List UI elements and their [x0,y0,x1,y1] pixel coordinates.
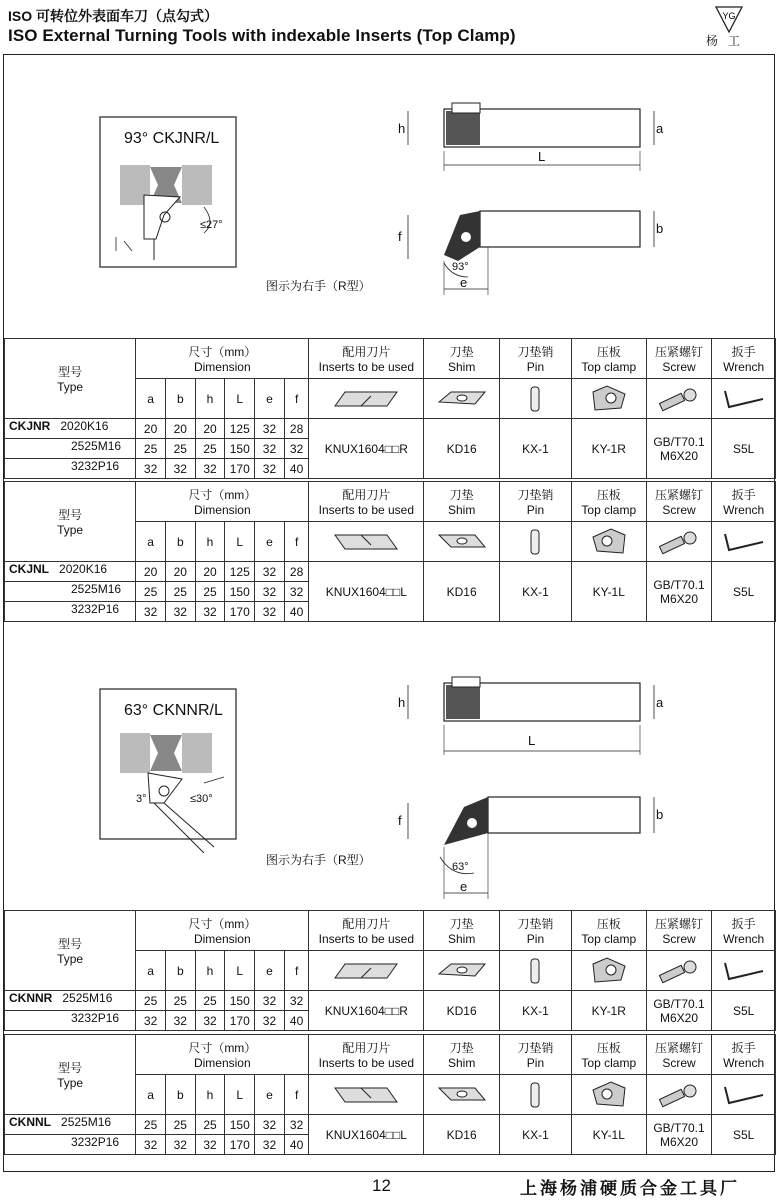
wrench-header: 扳手 Wrench [712,911,776,951]
model-cell: 3232P16 [5,1135,136,1155]
val-L: 170 [225,459,255,479]
spec-table-ckjnl [4,481,776,622]
dim-h: h [195,951,225,991]
dim-header: 尺寸（mm） Dimension [136,339,309,379]
model-cell: 2525M16 [5,439,136,459]
section2-dim-e: e [460,879,468,894]
dim-b: b [165,522,195,562]
val-a: 25 [136,991,166,1011]
page-title-en: ISO External Turning Tools with indexable Inserts (Top Clamp) [8,26,516,45]
clamp-header: 压板 Top clamp [571,339,646,379]
dim-b: b [165,1075,195,1115]
insert-icon [309,1075,424,1115]
model-cell: 2525M16 [5,582,136,602]
shim-icon [424,1075,500,1115]
val-b: 20 [165,562,195,582]
section1-angle-label: ≤27° [200,219,223,231]
section1-drawings [4,55,776,338]
val-f: 32 [284,582,309,602]
dim-a: a [136,379,166,419]
shim-header: 刀垫 Shim [424,339,500,379]
val-e: 32 [255,1011,285,1031]
section2-dim-L: L [528,733,536,748]
logo-subtitle: 杨工 [706,34,751,48]
dim-h: h [195,379,225,419]
shim-header: 刀垫 Shim [424,482,500,522]
wrench-header: 扳手 Wrench [712,1035,776,1075]
shim-icon [424,379,500,419]
shim-value: KD16 [424,991,500,1031]
clamp-icon [571,522,646,562]
val-h: 20 [195,562,225,582]
val-a: 32 [136,1011,166,1031]
screw-value: GB/T70.1 M6X20 [646,991,712,1031]
model-cell: CKNNL 2525M16 [5,1115,136,1135]
clamp-value: KY-1L [571,562,646,622]
pin-icon [500,1075,572,1115]
section1-dim-L: L [538,149,546,164]
screw-icon [646,379,712,419]
insert-icon [309,522,424,562]
val-f: 28 [284,419,309,439]
section2-dim-a: a [656,695,664,710]
wrench-header: 扳手 Wrench [712,339,776,379]
wrench-icon [712,1075,776,1115]
val-b: 25 [165,991,195,1011]
val-f: 40 [284,459,309,479]
pin-value: KX-1 [500,1115,572,1155]
pin-value: KX-1 [500,562,572,622]
val-h: 32 [195,1011,225,1031]
dim-a: a [136,522,166,562]
val-a: 32 [136,1135,166,1155]
val-L: 150 [225,582,255,602]
val-b: 32 [165,1135,195,1155]
clamp-icon [571,1075,646,1115]
pin-icon [500,522,572,562]
type-header: 型号 Type [5,339,136,419]
val-b: 20 [165,419,195,439]
dim-e: e [255,522,285,562]
screw-value: GB/T70.1 M6X20 [646,562,712,622]
shim-icon [424,522,500,562]
val-e: 32 [255,582,285,602]
insert-value: KNUX1604□□L [309,1115,424,1155]
pin-value: KX-1 [500,991,572,1031]
clamp-icon [571,951,646,991]
section2-caption: 图示为右手（R型） [266,853,371,867]
section1-title: 93° CKJNR/L [124,130,220,147]
section2-angle-label: ≤30° [190,793,213,805]
company-logo [714,4,744,34]
section2-dim-f: f [398,813,402,828]
val-h: 25 [195,439,225,459]
clamp-icon [571,379,646,419]
section1-dim-h: h [398,121,406,136]
insert-value: KNUX1604□□L [309,562,424,622]
pin-header: 刀垫销 Pin [500,482,572,522]
dim-a: a [136,1075,166,1115]
section2-drawings [4,627,776,910]
section1-angle-dim: 93° [452,261,469,273]
pin-header: 刀垫销 Pin [500,1035,572,1075]
wrench-value: S5L [712,1115,776,1155]
dim-e: e [255,951,285,991]
pin-header: 刀垫销 Pin [500,911,572,951]
section1-dim-a: a [656,121,664,136]
section1-caption: 图示为右手（R型） [266,279,371,293]
type-header: 型号 Type [5,482,136,562]
screw-header: 压紧螺钉 Screw [646,911,712,951]
val-f: 40 [284,1011,309,1031]
pin-header: 刀垫销 Pin [500,339,572,379]
page-title-cn: ISO 可转位外表面车刀（点勾式） [8,8,219,24]
section1-dim-e: e [460,275,468,290]
section2-dim-h: h [398,695,406,710]
insert-value: KNUX1604□□R [309,991,424,1031]
val-L: 150 [225,1115,255,1135]
section2-dim-b: b [656,807,664,822]
insert-value: KNUX1604□□R [309,419,424,479]
clamp-value: KY-1R [571,991,646,1031]
clamp-value: KY-1R [571,419,646,479]
insert-header: 配用刀片 Inserts to be used [309,911,424,951]
wrench-icon [712,951,776,991]
dim-f: f [284,522,309,562]
val-f: 32 [284,991,309,1011]
shim-header: 刀垫 Shim [424,911,500,951]
model-cell: CKNNR 2525M16 [5,991,136,1011]
screw-icon [646,1075,712,1115]
val-b: 32 [165,602,195,622]
val-f: 32 [284,439,309,459]
wrench-icon [712,379,776,419]
dim-e: e [255,1075,285,1115]
insert-icon [309,379,424,419]
type-header: 型号 Type [5,911,136,991]
val-e: 32 [255,439,285,459]
dim-e: e [255,379,285,419]
val-b: 32 [165,1011,195,1031]
company-name: 上海杨浦硬质合金工具厂 [520,1179,740,1199]
clamp-header: 压板 Top clamp [571,482,646,522]
side-view-1 [408,103,654,171]
dim-h: h [195,522,225,562]
model-cell: CKJNL 2020K16 [5,562,136,582]
top-view-2 [408,797,654,899]
dim-a: a [136,951,166,991]
val-L: 125 [225,562,255,582]
section2-title: 63° CKNNR/L [124,702,223,719]
wrench-icon [712,522,776,562]
val-e: 32 [255,1115,285,1135]
shim-header: 刀垫 Shim [424,1035,500,1075]
top-view-1 [408,211,654,295]
dim-L: L [225,951,255,991]
dim-f: f [284,1075,309,1115]
dim-L: L [225,1075,255,1115]
val-h: 32 [195,1135,225,1155]
val-h: 25 [195,582,225,602]
insert-header: 配用刀片 Inserts to be used [309,339,424,379]
screw-value: GB/T70.1 M6X20 [646,419,712,479]
val-L: 150 [225,991,255,1011]
screw-icon [646,951,712,991]
dim-b: b [165,951,195,991]
model-cell: 3232P16 [5,459,136,479]
clamp-value: KY-1L [571,1115,646,1155]
insert-icon [309,951,424,991]
val-f: 32 [284,1115,309,1135]
val-e: 32 [255,562,285,582]
model-cell: CKJNR 2020K16 [5,419,136,439]
val-e: 32 [255,1135,285,1155]
section2-svg [4,627,776,910]
clamp-header: 压板 Top clamp [571,1035,646,1075]
pin-icon [500,951,572,991]
wrench-value: S5L [712,991,776,1031]
section1-svg [4,55,776,338]
spec-table-cknnr [4,910,776,1031]
shim-value: KD16 [424,419,500,479]
section2-angle-dim: 63° [452,861,469,873]
val-a: 25 [136,1115,166,1135]
val-h: 25 [195,991,225,1011]
dim-b: b [165,379,195,419]
val-a: 20 [136,419,166,439]
dim-header: 尺寸（mm） Dimension [136,911,309,951]
section1-dim-b: b [656,221,664,236]
val-f: 40 [284,1135,309,1155]
spec-table-ckjnr [4,338,776,479]
content-frame [3,54,775,1172]
val-a: 20 [136,562,166,582]
type-header: 型号 Type [5,1035,136,1115]
pin-icon [500,379,572,419]
section1-dim-f: f [398,229,402,244]
val-a: 32 [136,602,166,622]
val-L: 170 [225,602,255,622]
val-h: 20 [195,419,225,439]
model-cell: 3232P16 [5,602,136,622]
dim-header: 尺寸（mm） Dimension [136,482,309,522]
screw-header: 压紧螺钉 Screw [646,1035,712,1075]
screw-icon [646,522,712,562]
val-a: 25 [136,582,166,602]
val-L: 150 [225,439,255,459]
wrench-header: 扳手 Wrench [712,482,776,522]
shim-value: KD16 [424,1115,500,1155]
val-b: 25 [165,1115,195,1135]
insert-header: 配用刀片 Inserts to be used [309,1035,424,1075]
dim-L: L [225,522,255,562]
val-a: 32 [136,459,166,479]
shim-icon [424,951,500,991]
insert-header: 配用刀片 Inserts to be used [309,482,424,522]
model-cell: 3232P16 [5,1011,136,1031]
spec-table-cknnl [4,1034,776,1155]
dim-L: L [225,379,255,419]
val-h: 25 [195,1115,225,1135]
val-e: 32 [255,459,285,479]
val-b: 25 [165,439,195,459]
val-e: 32 [255,991,285,1011]
val-L: 170 [225,1011,255,1031]
dim-header: 尺寸（mm） Dimension [136,1035,309,1075]
screw-value: GB/T70.1 M6X20 [646,1115,712,1155]
val-e: 32 [255,419,285,439]
screw-header: 压紧螺钉 Screw [646,482,712,522]
shim-value: KD16 [424,562,500,622]
val-f: 28 [284,562,309,582]
pin-value: KX-1 [500,419,572,479]
val-a: 25 [136,439,166,459]
val-L: 170 [225,1135,255,1155]
page-number: 12 [372,1176,391,1195]
val-b: 32 [165,459,195,479]
val-h: 32 [195,459,225,479]
val-e: 32 [255,602,285,622]
val-b: 25 [165,582,195,602]
section2-angle-small: 3° [136,793,147,805]
dim-f: f [284,951,309,991]
val-L: 125 [225,419,255,439]
dim-h: h [195,1075,225,1115]
val-f: 40 [284,602,309,622]
clamp-header: 压板 Top clamp [571,911,646,951]
logo-text: YG [722,11,736,21]
screw-header: 压紧螺钉 Screw [646,339,712,379]
wrench-value: S5L [712,419,776,479]
wrench-value: S5L [712,562,776,622]
dim-f: f [284,379,309,419]
val-h: 32 [195,602,225,622]
